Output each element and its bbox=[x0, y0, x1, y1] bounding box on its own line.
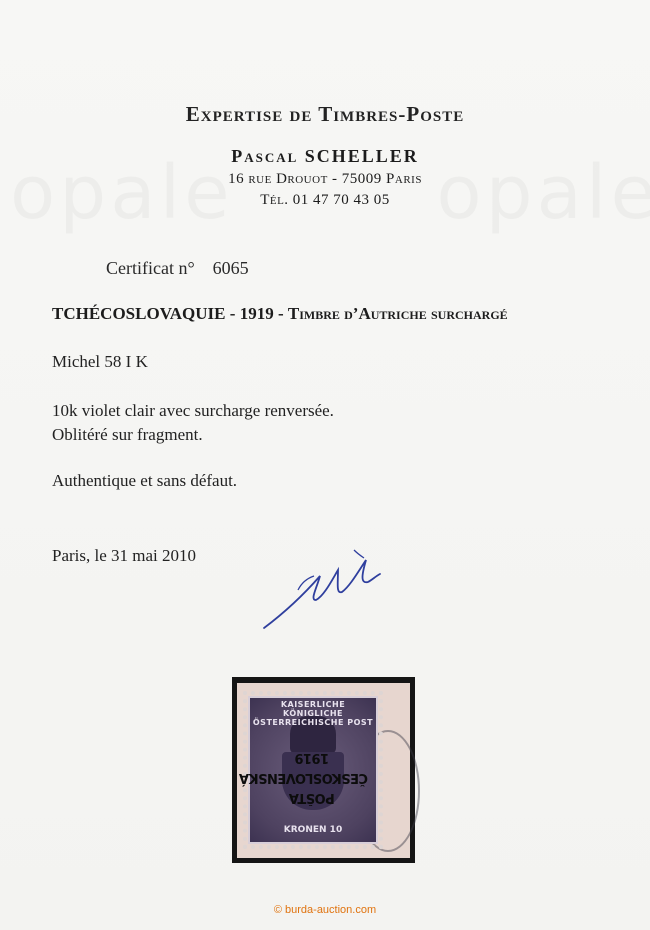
subject-heading bbox=[52, 304, 508, 324]
subject-separator: - bbox=[225, 304, 240, 323]
certificate-number-line bbox=[106, 258, 249, 279]
expert-name: Pascal SCHELLER bbox=[231, 146, 419, 166]
stamp-value-inscription: KRONEN 10 bbox=[283, 825, 343, 835]
overprint-line-3: 1919 bbox=[294, 750, 330, 765]
condition-description: Oblitéré sur fragment. bbox=[52, 425, 203, 444]
watermark-credit: © burda-auction.com bbox=[273, 904, 377, 916]
stamp-top-inscription: KAISERLICHE KÖNIGLICHE ÖSTERREICHISCHE POST bbox=[252, 700, 374, 727]
expert-signature bbox=[258, 540, 398, 635]
subject-description: Timbre d’Autriche surchargé bbox=[287, 304, 508, 323]
verdict: Authentique et sans défaut. bbox=[52, 471, 238, 490]
place-and-date: Paris, le 31 mai 2010 bbox=[52, 546, 197, 565]
subject-country: TCHÉCOSLOVAQUIE bbox=[52, 304, 226, 323]
stamp-description: 10k violet clair avec surcharge renversée. bbox=[52, 401, 334, 420]
overprint-line-1: POŠTA bbox=[289, 790, 335, 805]
certificate-label: Certificat n° bbox=[106, 258, 195, 278]
subject-separator: - bbox=[273, 304, 288, 323]
inverted-overprint bbox=[239, 733, 368, 807]
catalog-reference: Michel 58 I K bbox=[52, 352, 148, 371]
certificate-number: 6065 bbox=[212, 258, 249, 278]
subject-year: 1919 bbox=[239, 304, 274, 323]
expert-address: 16 rue Drouot - 75009 Paris bbox=[228, 171, 422, 187]
overprint-line-2: ČESKOSLOVENSKÁ bbox=[239, 770, 368, 785]
page-title: Expertise de Timbres-Poste bbox=[185, 102, 465, 126]
expert-phone: Tél. 01 47 70 43 05 bbox=[260, 192, 390, 208]
